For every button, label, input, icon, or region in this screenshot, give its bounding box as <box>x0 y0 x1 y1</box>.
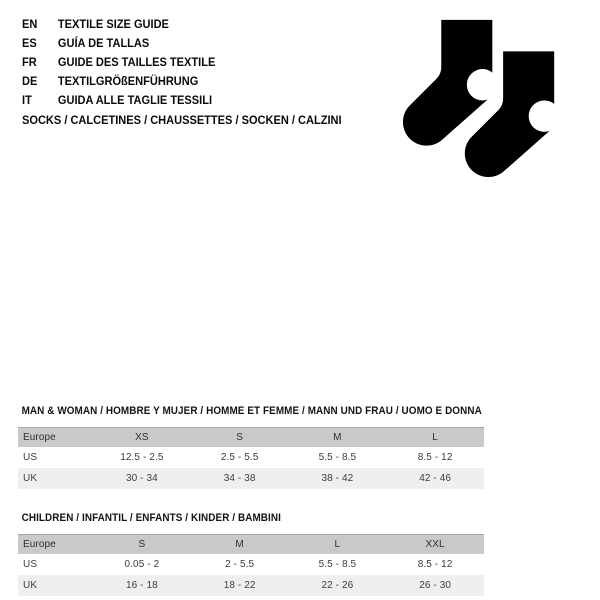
size-cell: 30 - 34 <box>93 468 191 489</box>
table-block-children <box>18 511 484 596</box>
size-cell: 0.05 - 2 <box>124 559 160 570</box>
language-row-es <box>22 34 342 53</box>
language-code: DE <box>22 74 38 88</box>
table-row-us <box>18 447 484 468</box>
language-code: IT <box>22 93 32 107</box>
language-row-fr <box>22 53 342 72</box>
table-row-us <box>18 554 484 575</box>
row-label: US <box>23 452 38 463</box>
size-cell: 16 - 18 <box>93 575 191 596</box>
size-cell: 2.5 - 5.5 <box>220 452 259 463</box>
language-label: TEXTILGRÖßENFÜHRUNG <box>57 74 199 88</box>
column-header-xs: XS <box>93 428 191 448</box>
column-header-xxl: XXL <box>386 535 484 555</box>
language-title-block <box>22 15 369 130</box>
size-table-man-woman <box>18 427 484 489</box>
size-table-children <box>18 534 484 596</box>
column-header-europe: Europe <box>18 428 93 448</box>
size-cell: 5.5 - 8.5 <box>318 559 357 570</box>
column-header-europe: Europe <box>18 535 93 555</box>
size-cell: 22 - 26 <box>289 575 387 596</box>
column-header-s: S <box>93 535 191 555</box>
language-code: EN <box>22 17 38 31</box>
language-row-en <box>22 15 342 34</box>
size-cell: 8.5 - 12 <box>417 559 453 570</box>
language-label: GUÍA DE TALLAS <box>57 36 150 50</box>
column-header-m: M <box>289 428 387 448</box>
size-cell: 12.5 - 2.5 <box>120 452 164 463</box>
size-cell: 5.5 - 8.5 <box>318 452 357 463</box>
category-title: SOCKS / CALCETINES / CHAUSSETTES / SOCKEN / CALZINI <box>22 113 342 127</box>
size-cell: 18 - 22 <box>191 575 289 596</box>
table-block-man-woman <box>18 404 484 489</box>
language-code: FR <box>22 55 37 69</box>
row-label: UK <box>18 468 93 489</box>
size-cell: 8.5 - 12 <box>417 452 453 463</box>
size-cell: 34 - 38 <box>191 468 289 489</box>
column-header-s: S <box>191 428 289 448</box>
size-cell: 2 - 5.5 <box>225 559 255 570</box>
table-header-row <box>18 428 484 448</box>
size-cell: 38 - 42 <box>289 468 387 489</box>
language-label: GUIDA ALLE TAGLIE TESSILI <box>57 93 213 107</box>
size-cell: 26 - 30 <box>386 575 484 596</box>
table-row-uk <box>18 468 484 489</box>
column-header-m: M <box>191 535 289 555</box>
language-label: TEXTILE SIZE GUIDE <box>57 17 169 31</box>
column-header-l: L <box>289 535 387 555</box>
table-title-man-woman: MAN & WOMAN / HOMBRE Y MUJER / HOMME ET FEMME / MANN UND FRAU / UOMO E DONNA <box>21 405 482 417</box>
column-header-l: L <box>386 428 484 448</box>
size-cell: 42 - 46 <box>386 468 484 489</box>
socks-icon-svg <box>402 14 564 181</box>
language-row-it <box>22 91 342 110</box>
table-header-row <box>18 535 484 555</box>
table-row-uk <box>18 575 484 596</box>
row-label: US <box>23 559 38 570</box>
language-label: GUIDE DES TAILLES TEXTILE <box>57 55 216 69</box>
language-row-de <box>22 72 342 91</box>
language-code: ES <box>22 36 37 50</box>
socks-icon <box>402 14 564 181</box>
table-title-children: CHILDREN / INFANTIL / ENFANTS / KINDER / BAMBINI <box>21 512 281 524</box>
row-label: UK <box>18 575 93 596</box>
